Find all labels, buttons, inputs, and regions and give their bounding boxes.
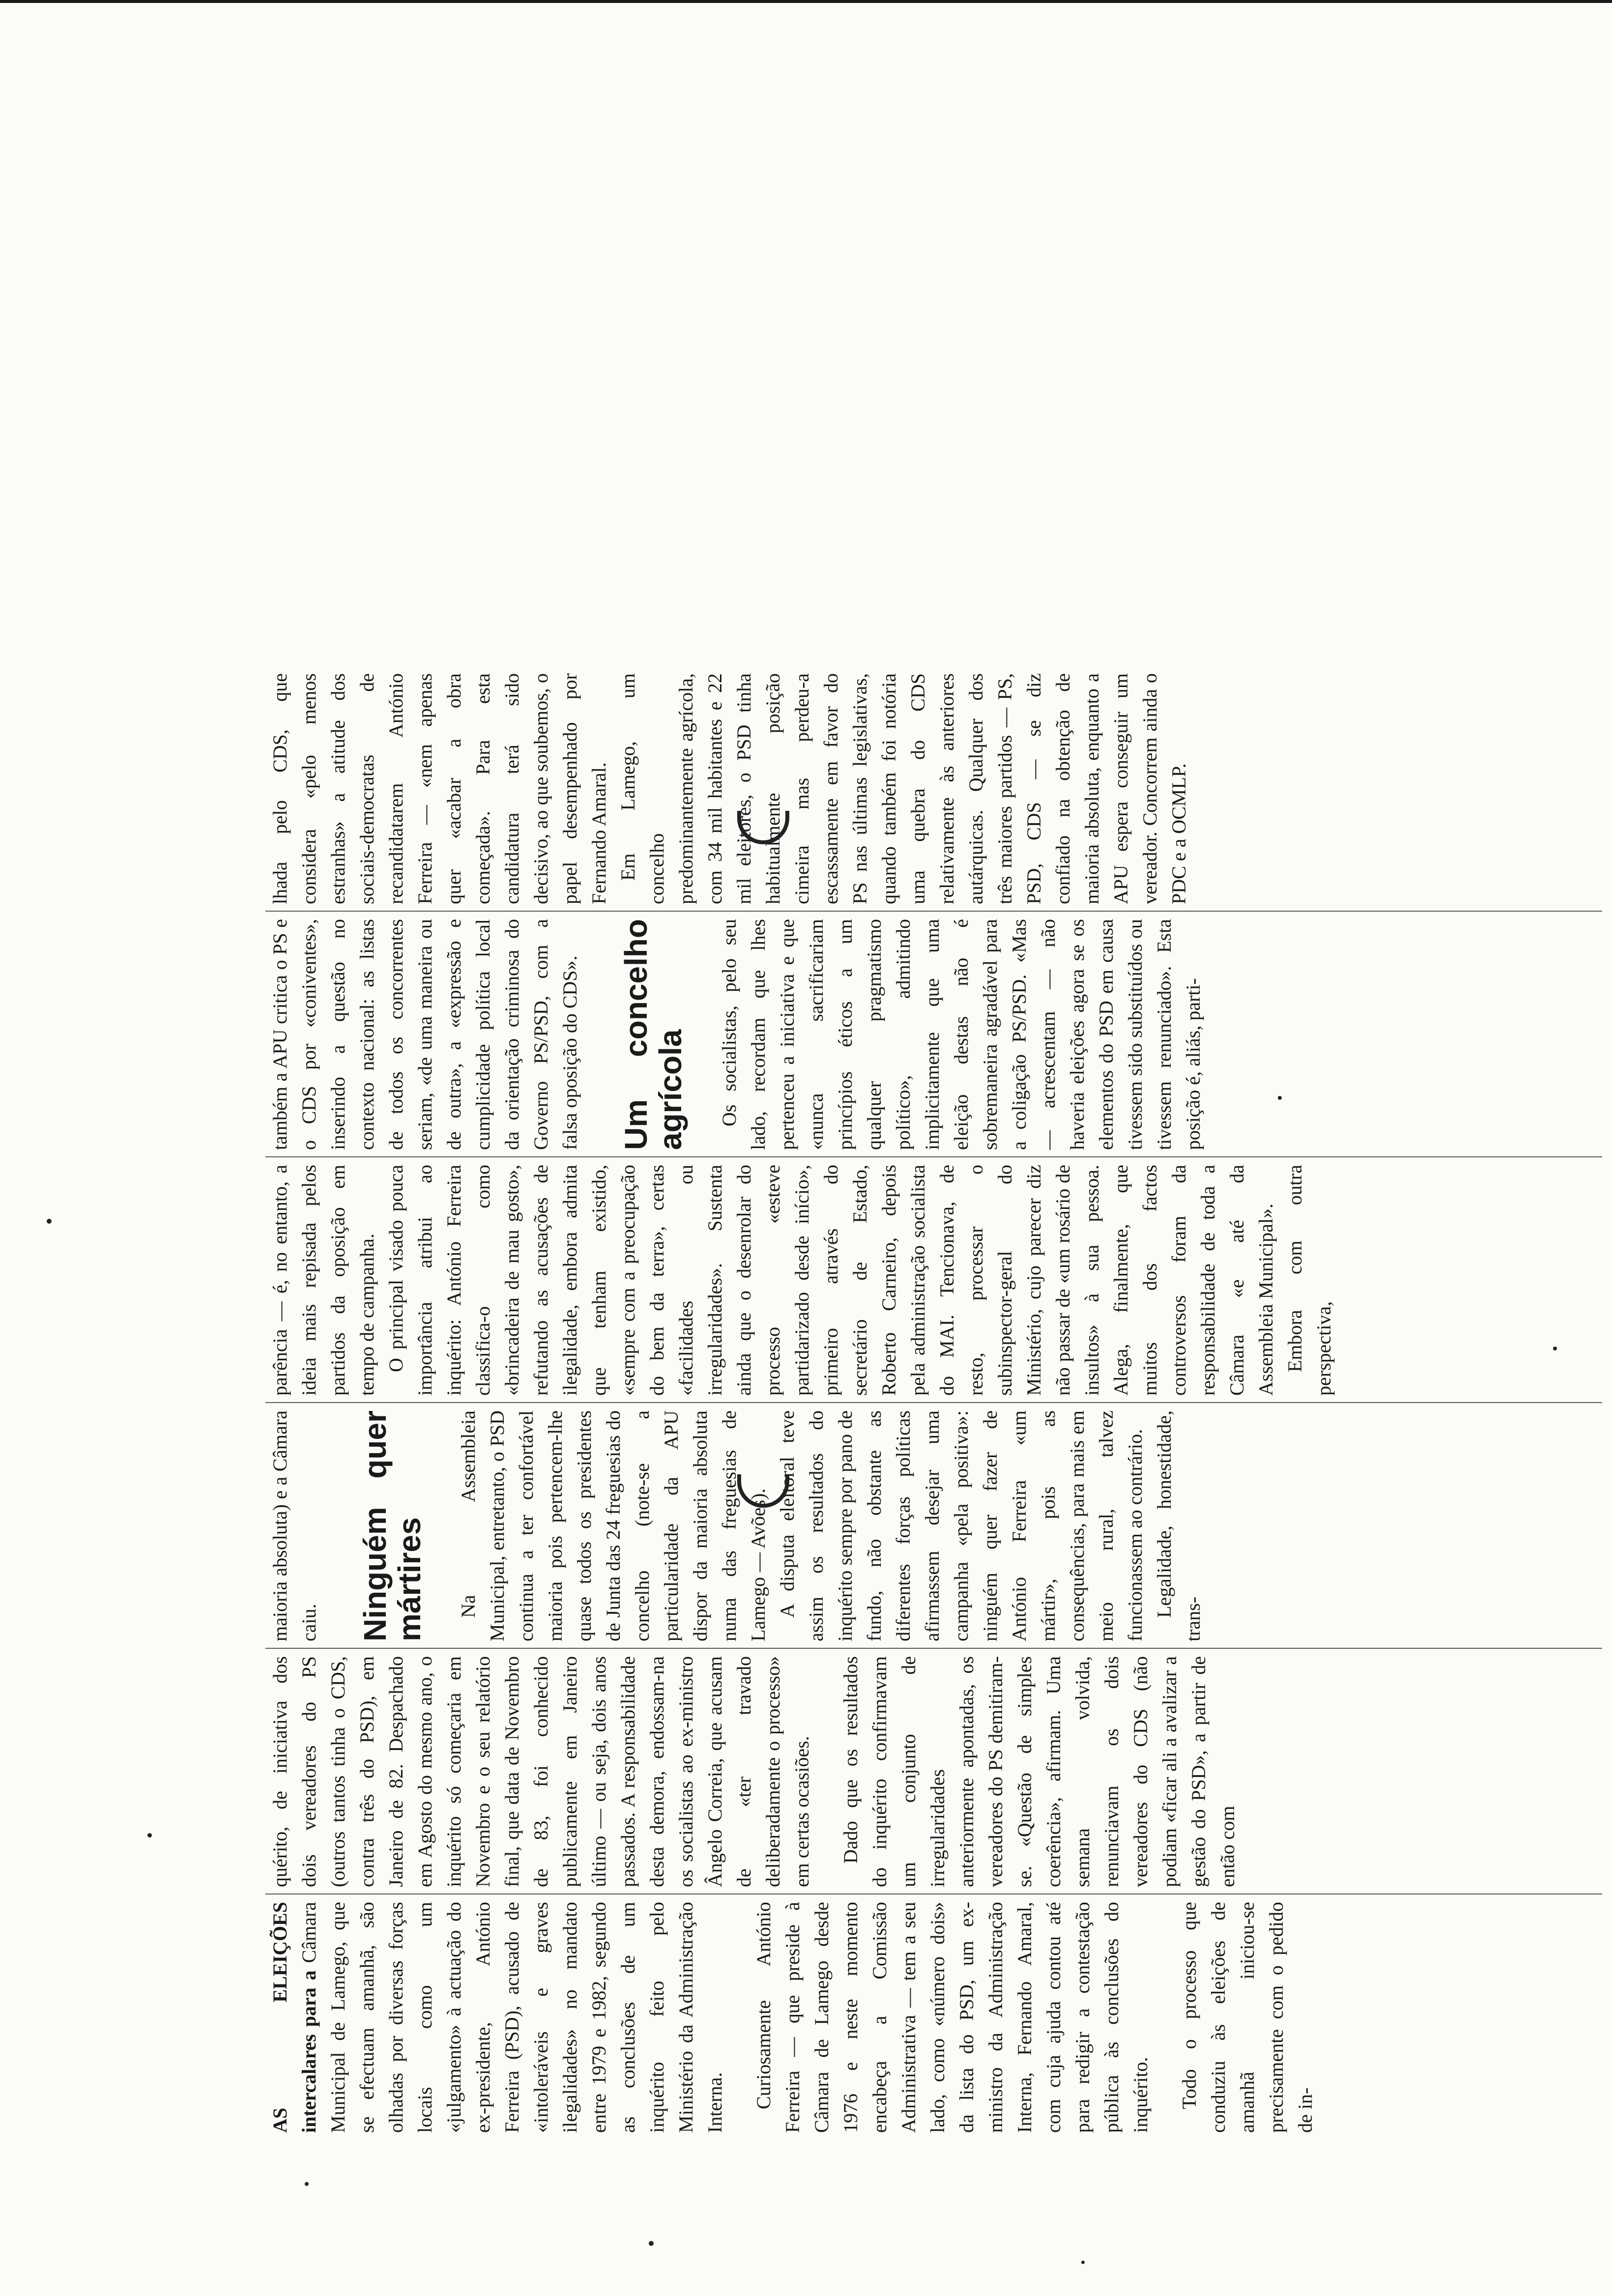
article-column-5 [265, 919, 1602, 1150]
article-column-2 [265, 1656, 1602, 1887]
scan-speck [649, 2241, 654, 2246]
paragraph: quérito, de iniciativa dos dois vereadores do PS (outros tantos tinha o CDS, contra três do PSD), em Janeiro de 82. Despachado em Agosto do mesmo ano, o inquérito só começaria em Novembro e o seu relatório final, que data de Novembro de 83, foi conhecido publicamente em Janeiro último — ou seja, dois anos passados. A responsabilidade desta demora, endossam-na os socialistas ao ex-ministro Ângelo Correia, que acusam de «ter travado deliberadamente o processo» em certas ocasiões. [269, 1656, 813, 1887]
paragraph: Todo o processo que conduziu às eleições de amanhã iniciou-se precisamente com o pedido de in- [1178, 1902, 1316, 2133]
scan-speck [147, 1833, 152, 1837]
lead-in: AS ELEIÇÕES intercalares para a [269, 1902, 320, 2133]
paragraph: Curiosamente António Ferreira — que preside à Câmara de Lamego desde 1976 e neste momento encabeça a Comissão Administrativa — tem a seu lado, como «número dois» da lista do PSD, um ex-ministro da Administração Interna, Fernando Amaral, com cuja ajuda contou até para redigir a contestação pública às conclusões do inquérito. [752, 1902, 1151, 2133]
column-divider [265, 1402, 1602, 1403]
paragraph [265, 1902, 729, 2133]
scan-speck [47, 1219, 52, 1224]
column-divider [265, 1648, 1602, 1649]
article-column-1 [265, 1902, 1602, 2133]
paragraph-text: Câmara Municipal de Lamego, que se efectuam amanhã, são olhadas por diversas forças locais como um «julgamento» à actuação do ex-presidente, António Ferreira (PSD), acusado de «intoleráveis e graves ilegalidades» no mandato entre 1979 e 1982, segundo as conclusões de um inquérito feito pelo Ministério da Administração Interna. [298, 1902, 726, 2133]
paragraph: maioria absoluta) e a Câmara caiu. [269, 1410, 320, 1641]
paragraph: Embora com outra perspectiva, [1284, 1165, 1335, 1396]
scan-speck [305, 2182, 309, 2186]
scan-speck [1553, 1347, 1557, 1350]
paragraph: A disputa eleitoral teve assim os resultados do inquérito sempre por pano de fundo, não obstante as diferentes forças políticas afirmassem desejar uma campanha «pela positiva»: ninguém quer fazer de António Ferreira «um mártir», pois as consequências, para mais em meio rural, talvez funcionassem ao contrário. [776, 1410, 1146, 1641]
paragraph: Na Assembleia Municipal, entretanto, o PSD continua a ter confortável maioria pois pertencem-lhe quase todos os presidentes de Junta das 24 freguesias do concelho (note-se a particularidade da APU dispor da maioria absoluta numa das freguesias de Lamego — Avões). [457, 1410, 769, 1641]
column-divider [265, 1156, 1602, 1157]
article-column-3 [265, 1410, 1602, 1641]
newspaper-clipping-rotated [265, 20, 1602, 2133]
paragraph: Dado que os resultados do inquérito confirmavam um conjunto de irregularidades anteriormente apontadas, os vereadores do PS demitiram-se. «Questão de simples coerência», afirmam. Uma semana volvida, renunciavam os dois vereadores do CDS (não podiam «ficar ali a avalizar a gestão do PSD», a partir de então com [839, 1656, 1238, 1887]
article-column-6 [265, 673, 1602, 904]
section-heading: Um concelho agrícola [618, 919, 688, 1150]
column-divider [265, 911, 1602, 912]
scan-speck [1278, 1096, 1282, 1100]
paragraph: Legalidade, honestidade, trans- [1153, 1410, 1204, 1641]
top-edge-rule [0, 0, 1612, 3]
paragraph: Em Lamego, um concelho predominantemente agrícola, com 34 mil habitantes e 22 mil eleitores, o PSD tinha habitualmente posição cimeira mas perdeu-a escassamente em favor do PS nas últimas legislativas, quando também foi notória uma quebra do CDS relativamente às anteriores autárquicas. Qualquer dos três maiores partidos — PS, PSD, CDS — se diz confiado na obtenção de maioria absoluta, enquanto a APU espera conseguir um vereador. Concorrem ainda o PDC e a OCMLP. [617, 673, 1190, 904]
article-column-4 [265, 1165, 1602, 1396]
section-heading: Ninguém quer mártires [357, 1410, 427, 1641]
paragraph: parência — é, no entanto, a ideia mais repisada pelos partidos da oposição em tempo de campanha. [269, 1165, 378, 1396]
paragraph: Os socialistas, pelo seu lado, recordam que lhes pertenceu a iniciativa e que «nunca sacrificariam princípios éticos a um qualquer pragmatismo político», admitindo implicitamente que uma eleição destas não é sobremaneira agradável para a coligação PS/PSD. «Mas — acrescentam — não haveria eleições agora se os elementos do PSD em causa tivessem sido substituídos ou tivessem renunciado». Esta posição é, aliás, parti- [718, 919, 1204, 1150]
paragraph: também a APU critica o PS e o CDS por «coniventes», inserindo a questão no contexto nacional: as listas de todos os concorrentes seriam, «de uma maneira ou de outra», a «expressão e cumplicidade política local da orientação criminosa do Governo PS/PSD, com a falsa oposição do CDS». [269, 919, 581, 1150]
scan-speck [1081, 2261, 1085, 2264]
paragraph: O principal visado pouca importância atribui ao inquérito: António Ferreira classifica-o como «brincadeira de mau gosto», refutando as acusações de ilegalidade, embora admita que tenham existido, «sempre com a preocupação do bem da terra», certas «facilidades ou irregularidades». Sustenta ainda que o desenrolar do processo «esteve partidarizado desde início», primeiro através do secretário de Estado, Roberto Carneiro, depois pela administração socialista do MAI. Tencionava, de resto, processar o subinspector-geral do Ministério, cujo parecer diz não passar de «um rosário de insultos» à sua pessoa. Alega, finalmente, que muitos dos factos controversos foram da responsabilidade de toda a Câmara «e até da Assembleia Municipal». [385, 1165, 1277, 1396]
paragraph: lhada pelo CDS, que considera «pelo menos estranhas» a atitude dos sociais-democratas de recandidatarem António Ferreira — «nem apenas quer «acabar a obra começada». Para esta candidatura terá sido decisivo, ao que soubemos, o papel desempenhado por Fernando Amaral. [269, 673, 610, 904]
